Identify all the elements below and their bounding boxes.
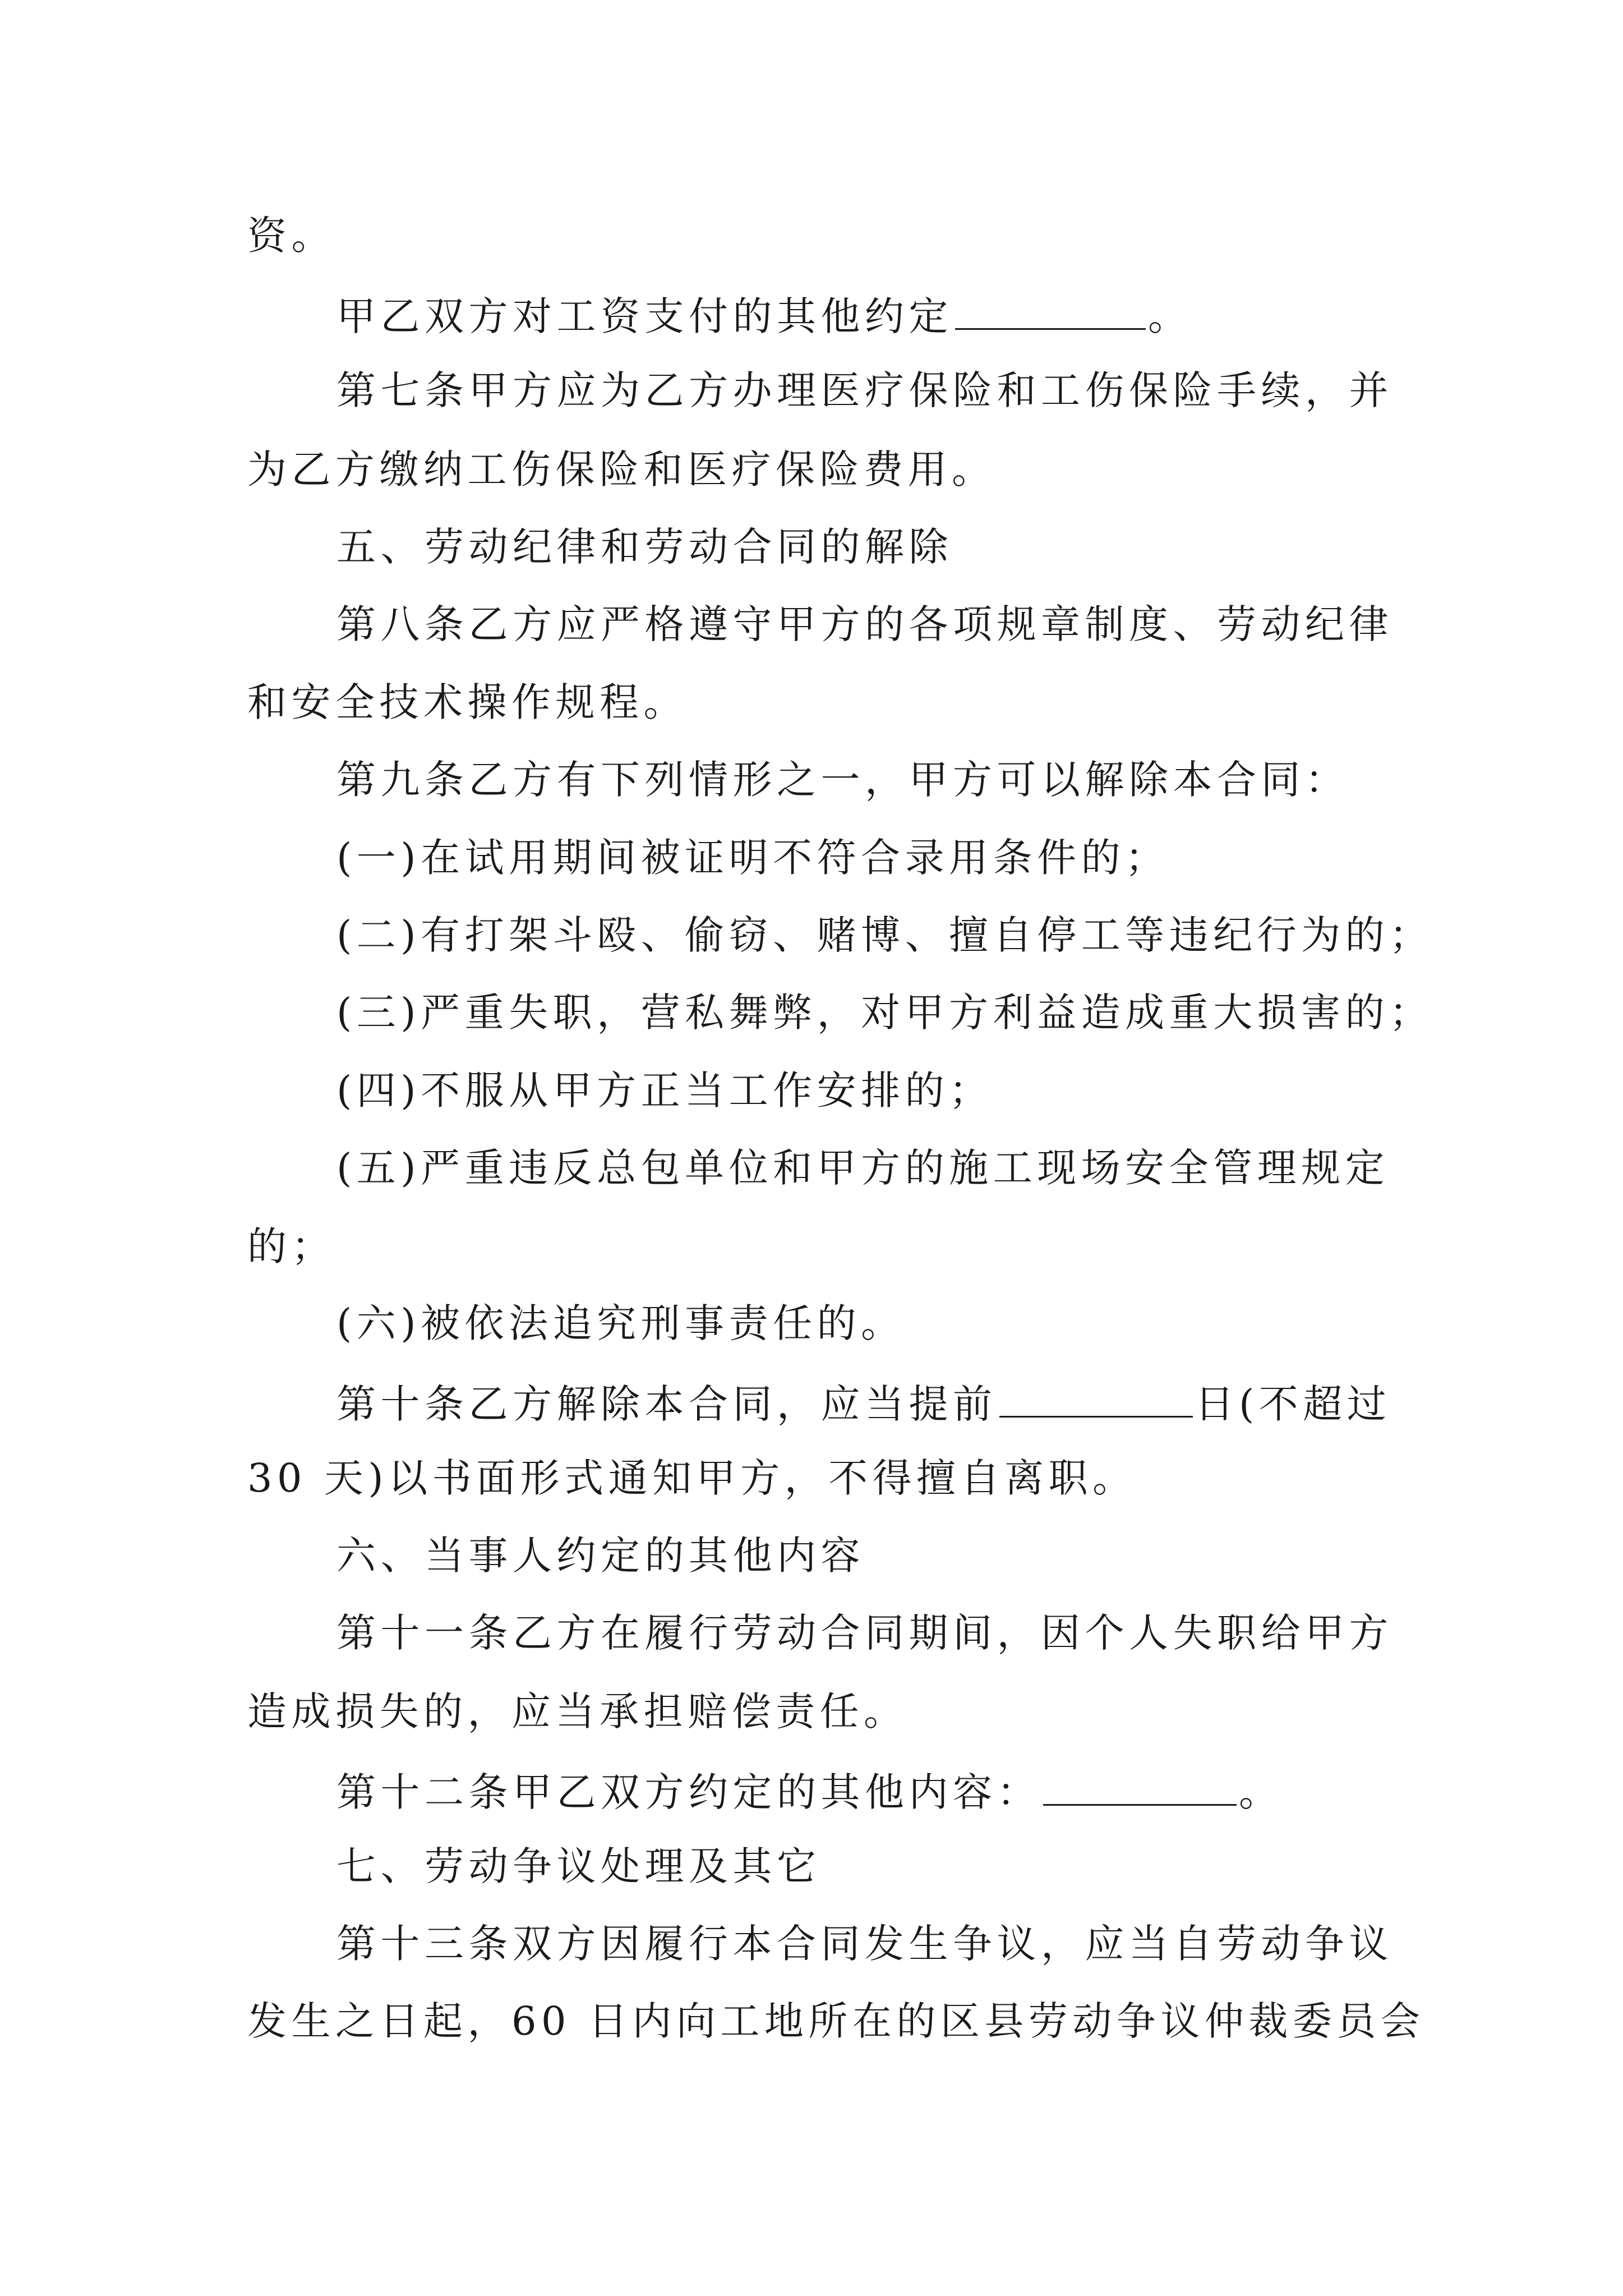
text-segment: 第十条乙方解除本合同，应当提前 — [336, 1381, 997, 1427]
text-segment: (五)严重违反总包单位和甲方的施工现场安全管理规定 — [336, 1145, 1390, 1191]
text-segment: 发生之日起，60 日内向工地所在的区县劳动争议仲裁委员会 — [247, 1998, 1425, 2044]
list-item — [336, 990, 1433, 1036]
section-heading — [336, 524, 953, 570]
text-segment: 第九条乙方有下列情形之一，甲方可以解除本合同： — [336, 757, 1349, 803]
list-item — [336, 835, 1169, 881]
text-line — [336, 1769, 1283, 1815]
text-segment: (三)严重失职，营私舞弊，对甲方利益造成重大损害的； — [336, 990, 1433, 1036]
text-segment: 。 — [1239, 1769, 1283, 1815]
text-segment: (六)被依法追究刑事责任的。 — [336, 1300, 905, 1346]
text-segment: (四)不服从甲方正当工作安排的； — [336, 1068, 993, 1114]
list-item — [336, 912, 1433, 958]
text-line — [247, 1998, 1425, 2044]
fill-in-blank[interactable] — [999, 1381, 1193, 1418]
text-line — [336, 1381, 1391, 1427]
text-segment: 资。 — [247, 213, 335, 259]
text-segment: 。 — [1148, 293, 1192, 339]
section-heading — [336, 1843, 821, 1889]
text-line — [336, 293, 1192, 339]
text-segment: 五、劳动纪律和劳动合同的解除 — [336, 524, 953, 570]
text-segment: 七、劳动争议处理及其它 — [336, 1843, 821, 1889]
text-segment: 第七条甲方应为乙方办理医疗保险和工伤保险手续，并 — [336, 367, 1393, 413]
text-segment: 第八条乙方应严格遵守甲方的各项规章制度、劳动纪律 — [336, 601, 1393, 647]
text-segment: 和安全技术操作规程。 — [247, 679, 688, 725]
list-item — [336, 1145, 1390, 1191]
list-item — [336, 1068, 993, 1114]
text-line — [247, 679, 688, 725]
text-line — [247, 1455, 1137, 1501]
text-segment: 造成损失的，应当承担赔偿责任。 — [247, 1688, 908, 1734]
text-line — [336, 1610, 1393, 1656]
text-line — [247, 213, 335, 259]
fill-in-blank[interactable] — [955, 293, 1146, 330]
text-segment: 第十三条双方因履行本合同发生争议，应当自劳动争议 — [336, 1921, 1393, 1967]
section-heading — [336, 1533, 865, 1579]
text-line — [336, 757, 1349, 803]
text-segment: 的； — [247, 1223, 335, 1269]
text-segment: (二)有打架斗殴、偷窃、赌博、擅自停工等违纪行为的； — [336, 912, 1433, 958]
list-item — [336, 1300, 905, 1346]
text-line — [247, 1688, 908, 1734]
text-segment: 为乙方缴纳工伤保险和医疗保险费用。 — [247, 447, 996, 493]
text-segment: 第十二条甲乙双方约定的其他内容： — [336, 1769, 1041, 1815]
text-segment: (一)在试用期间被证明不符合录用条件的； — [336, 835, 1169, 881]
text-line — [336, 1921, 1393, 1967]
text-line — [336, 601, 1393, 647]
text-segment: 30 天)以书面形式通知甲方，不得擅自离职。 — [247, 1455, 1137, 1501]
text-line — [336, 367, 1393, 413]
text-line — [247, 1223, 335, 1269]
text-segment: 第十一条乙方在履行劳动合同期间，因个人失职给甲方 — [336, 1610, 1393, 1656]
text-line — [247, 447, 996, 493]
text-segment: 日(不超过 — [1195, 1381, 1391, 1427]
text-segment: 六、当事人约定的其他内容 — [336, 1533, 865, 1579]
fill-in-blank[interactable] — [1043, 1769, 1237, 1806]
text-segment: 甲乙双方对工资支付的其他约定 — [336, 293, 953, 339]
